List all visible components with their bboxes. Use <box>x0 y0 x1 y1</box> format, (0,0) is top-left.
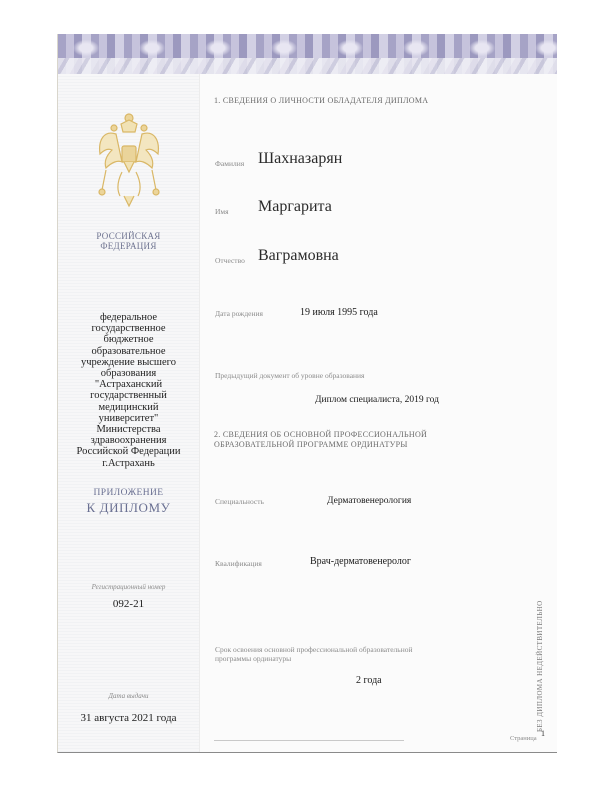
country-line-2: ФЕДЕРАЦИЯ <box>100 241 157 251</box>
surname-label: Фамилия <box>215 159 245 168</box>
left-panel <box>58 74 200 752</box>
section-2-title-line-1: 2. СВЕДЕНИЯ ОБ ОСНОВНОЙ ПРОФЕССИОНАЛЬНОЙ <box>214 430 428 439</box>
registration-number-label: Регистрационный номер <box>91 583 166 591</box>
previous-document-label: Предыдущий документ об уровне образования <box>215 371 365 380</box>
institution-line: здравоохранения <box>90 435 167 447</box>
validity-note: БЕЗ ДИПЛОМА НЕДЕЙСТВИТЕЛЬНО <box>536 600 544 732</box>
institution-name <box>58 312 199 469</box>
qualification-value: Врач-дерматовенеролог <box>310 556 411 567</box>
institution-line: образовательное <box>91 345 166 357</box>
page-number: 1 <box>541 729 545 738</box>
registration-number: 092-21 <box>112 598 145 610</box>
institution-line: учреждение высшего <box>81 356 176 368</box>
institution-line: Российской Федерации <box>76 446 181 458</box>
section-1-title: 1. СВЕДЕНИЯ О ЛИЧНОСТИ ОБЛАДАТЕЛЯ ДИПЛОМА <box>214 96 429 105</box>
country-name <box>58 231 199 251</box>
name-label: Имя <box>215 207 229 216</box>
specialty-label: Специальность <box>215 497 264 506</box>
institution-line: государственное <box>91 323 166 335</box>
name-value: Маргарита <box>258 198 332 215</box>
birth-date-value: 19 июля 1995 года <box>300 307 378 318</box>
program-duration-label-line-2: программы ординатуры <box>215 654 292 663</box>
institution-line: федеральное <box>99 312 158 323</box>
signature-line <box>214 740 404 741</box>
birth-date-label: Дата рождения <box>215 309 263 318</box>
program-duration-label-line-1: Срок освоения основной профессиональной образовательной <box>215 645 413 654</box>
patronymic-value: Ваграмовна <box>258 247 339 264</box>
guilloche-border-band <box>58 34 557 74</box>
double-headed-eagle-emblem-icon <box>94 110 164 210</box>
surname-value: Шахназарян <box>258 150 343 167</box>
institution-line: университет" <box>98 412 159 424</box>
country-line-1: РОССИЙСКАЯ <box>96 231 161 241</box>
issue-date: 31 августа 2021 года <box>80 712 177 724</box>
institution-line: образования <box>100 368 157 380</box>
appendix-title-line-2: К ДИПЛОМУ <box>86 500 171 515</box>
institution-line: г.Астрахань <box>102 457 155 469</box>
page-label: Страница <box>510 735 537 742</box>
institution-line: бюджетное <box>103 334 154 346</box>
patronymic-label: Отчество <box>215 256 245 265</box>
section-2-title <box>214 430 427 450</box>
specialty-value: Дерматовенерология <box>327 496 412 506</box>
program-duration-label <box>215 645 413 663</box>
institution-line: медицинский <box>98 401 159 413</box>
previous-document-value: Диплом специалиста, 2019 год <box>315 395 439 405</box>
institution-line: Министерства <box>96 424 161 436</box>
issue-date-label: Дата выдачи <box>108 692 149 700</box>
program-duration-value: 2 года <box>356 675 382 686</box>
institution-line: государственный <box>90 390 167 402</box>
qualification-label: Квалификация <box>215 559 262 568</box>
section-2-title-line-2: ОБРАЗОВАТЕЛЬНОЙ ПРОГРАММЕ ОРДИНАТУРЫ <box>214 440 408 449</box>
appendix-title-line-1: ПРИЛОЖЕНИЕ <box>93 488 164 498</box>
institution-line: "Астраханский <box>94 379 163 391</box>
diploma-appendix-page <box>57 34 557 753</box>
